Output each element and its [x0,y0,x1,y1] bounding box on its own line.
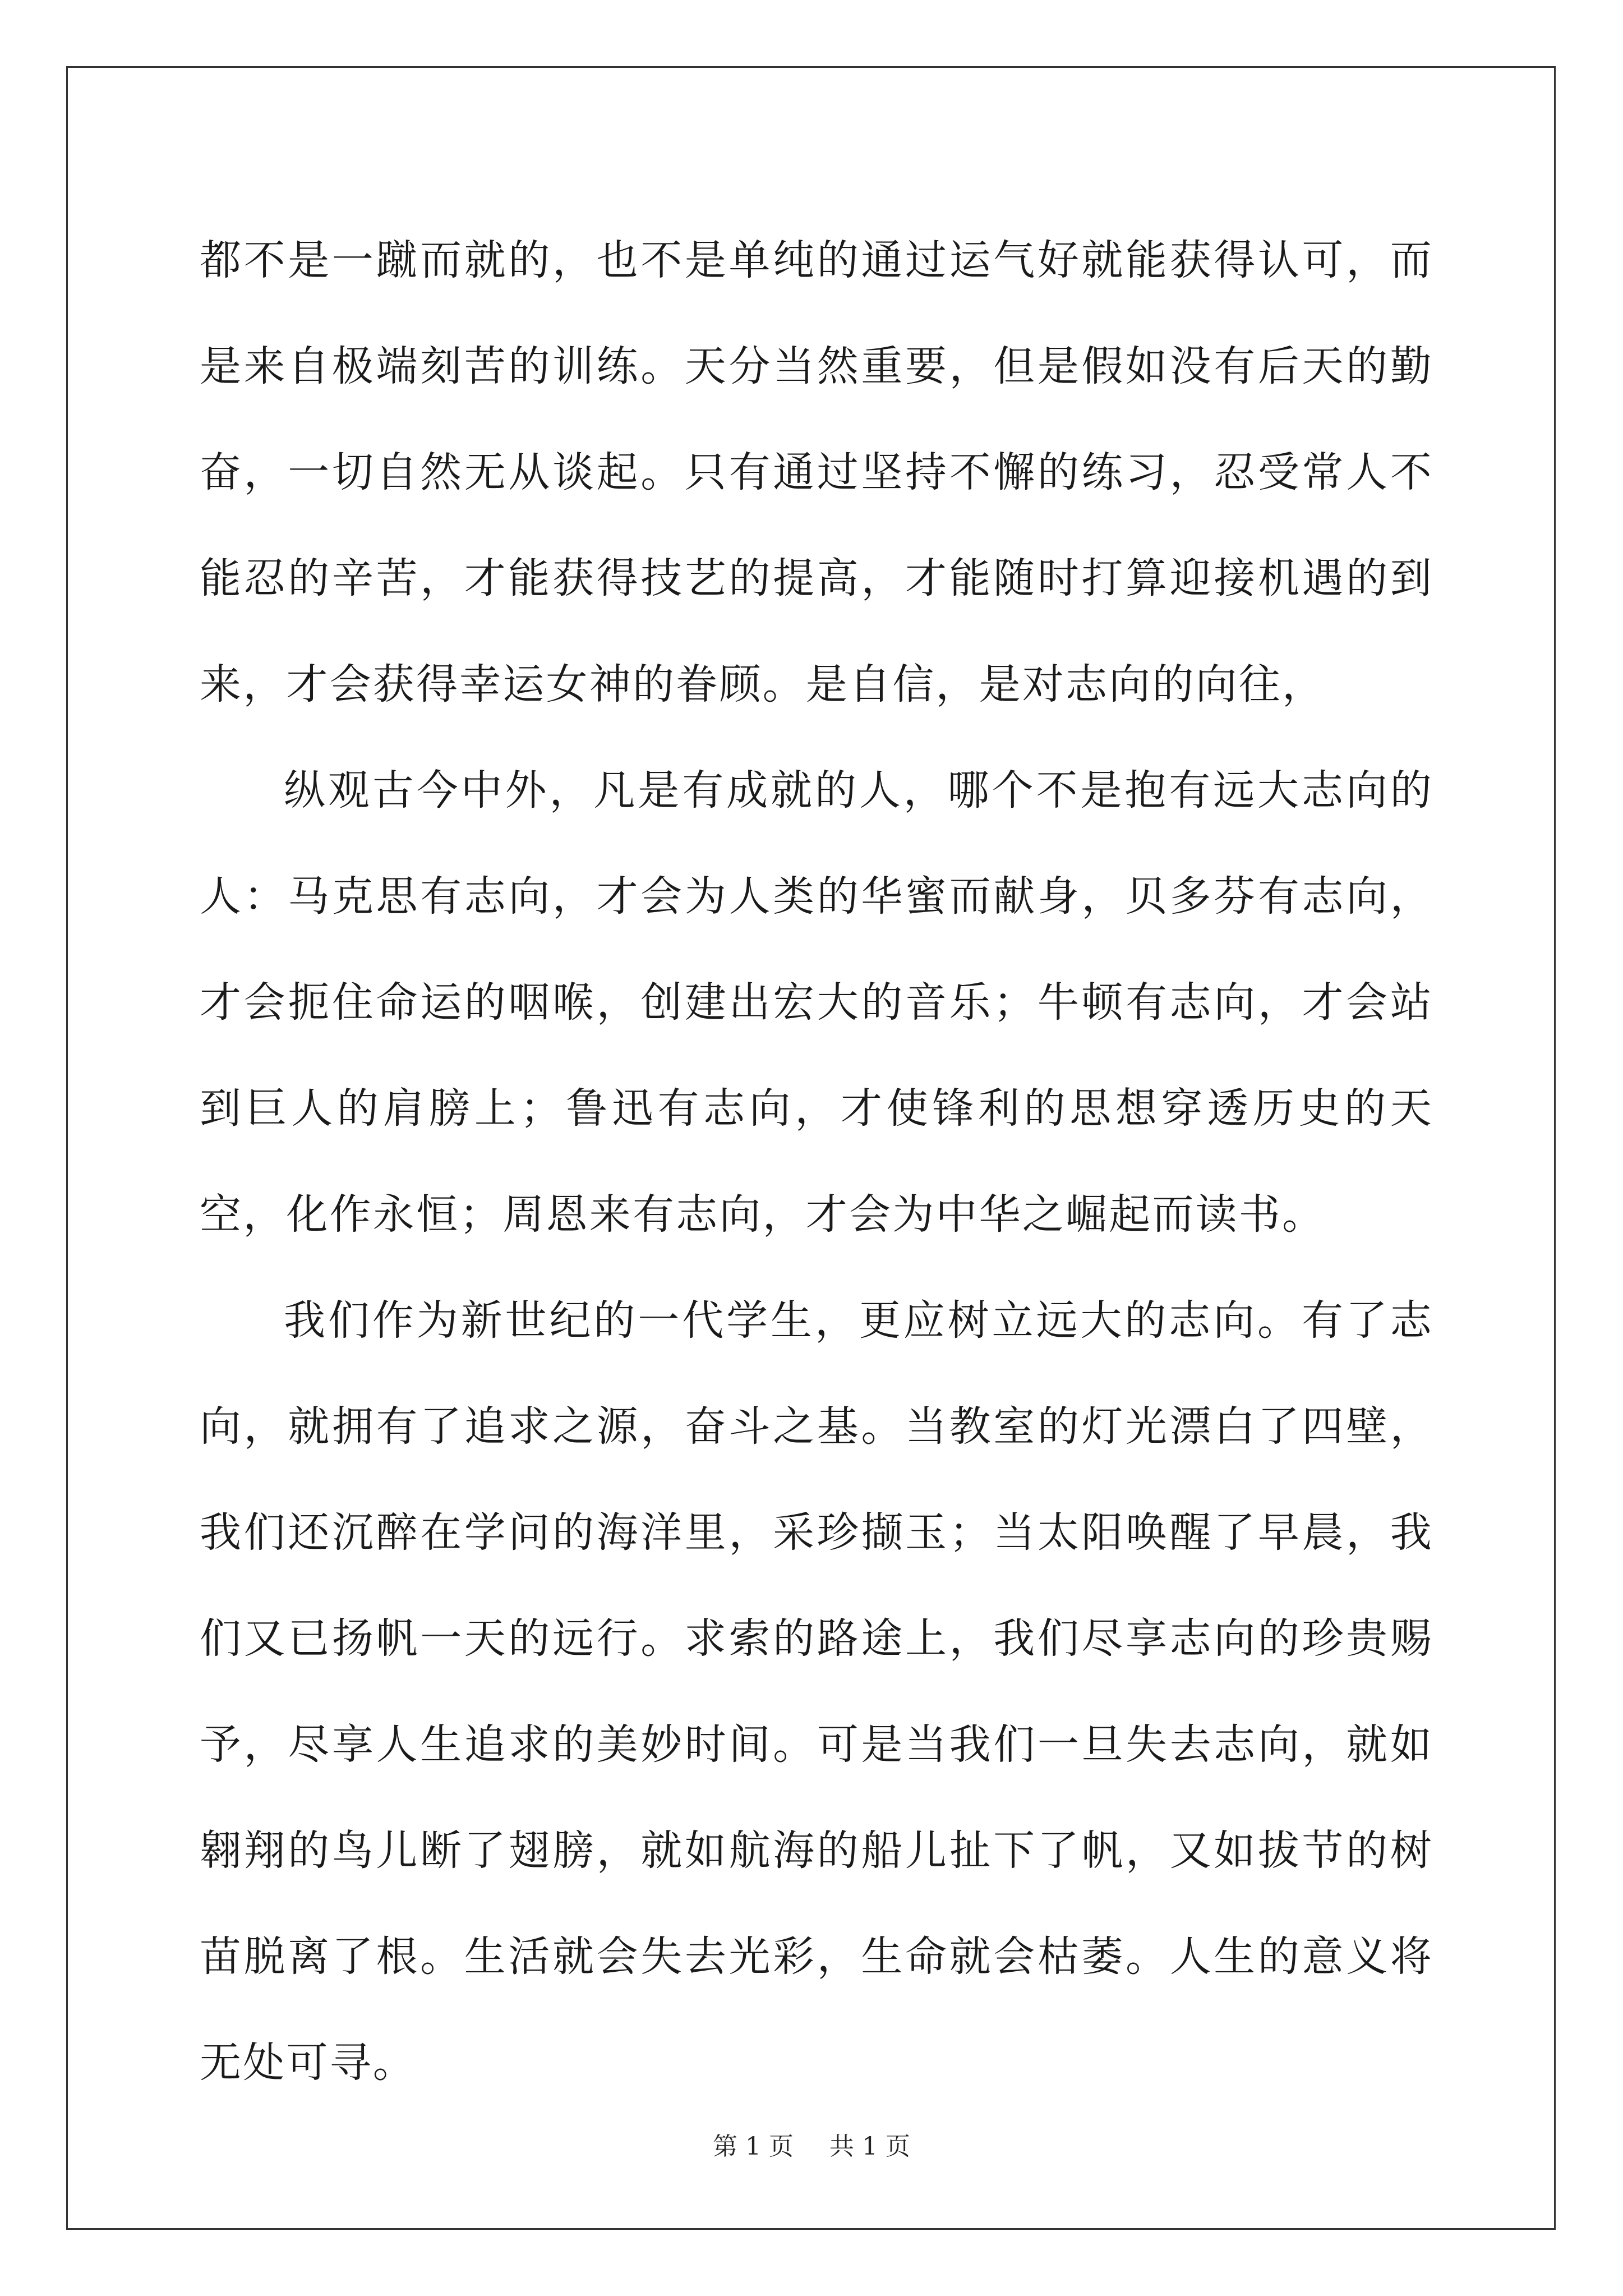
page-footer [0,2126,1623,2162]
page-number: 第 1 页 [713,2132,794,2161]
paragraph-1: 都不是一蹴而就的，也不是单纯的通过运气好就能获得认可，而是来自极端刻苦的训练。天分当然重要，但是假如没有后天的勤奋，一切自然无从谈起。只有通过坚持不懈的练习，忍受常人不能忍的辛苦，才能获得技艺的提高，才能随时打算迎接机遇的到来，才会获得幸运女神的眷顾。是自信，是对志向的向往， [200,236,1433,708]
document-body [200,208,1433,2116]
page-total: 共 1 页 [829,2132,910,2161]
paragraph-3: 我们作为新世纪的一代学生，更应树立远大的志向。有了志向，就拥有了追求之源，奋斗之基。当教室的灯光漂白了四壁，我们还沉醉在学问的海洋里，采珍撷玉；当太阳唤醒了早晨，我们又已扬帆一天的远行。求索的路途上，我们尽享志向的珍贵赐予，尽享人生追求的美妙时间。可是当我们一旦失去志向，就如翱翔的鸟儿断了翅膀，就如航海的船儿扯下了帆，又如拔节的树苗脱离了根。生活就会失去光彩，生命就会枯萎。人生的意义将无处可寻。 [200,1296,1433,2087]
paragraph-2: 纵观古今中外，凡是有成就的人，哪个不是抱有远大志向的人：马克思有志向，才会为人类的华蜜而献身，贝多芬有志向，才会扼住命运的咽喉，创建出宏大的音乐；牛顿有志向，才会站到巨人的肩膀上；鲁迅有志向，才使锋利的思想穿透历史的天空，化作永恒；周恩来有志向，才会为中华之崛起而读书。 [200,766,1433,1239]
